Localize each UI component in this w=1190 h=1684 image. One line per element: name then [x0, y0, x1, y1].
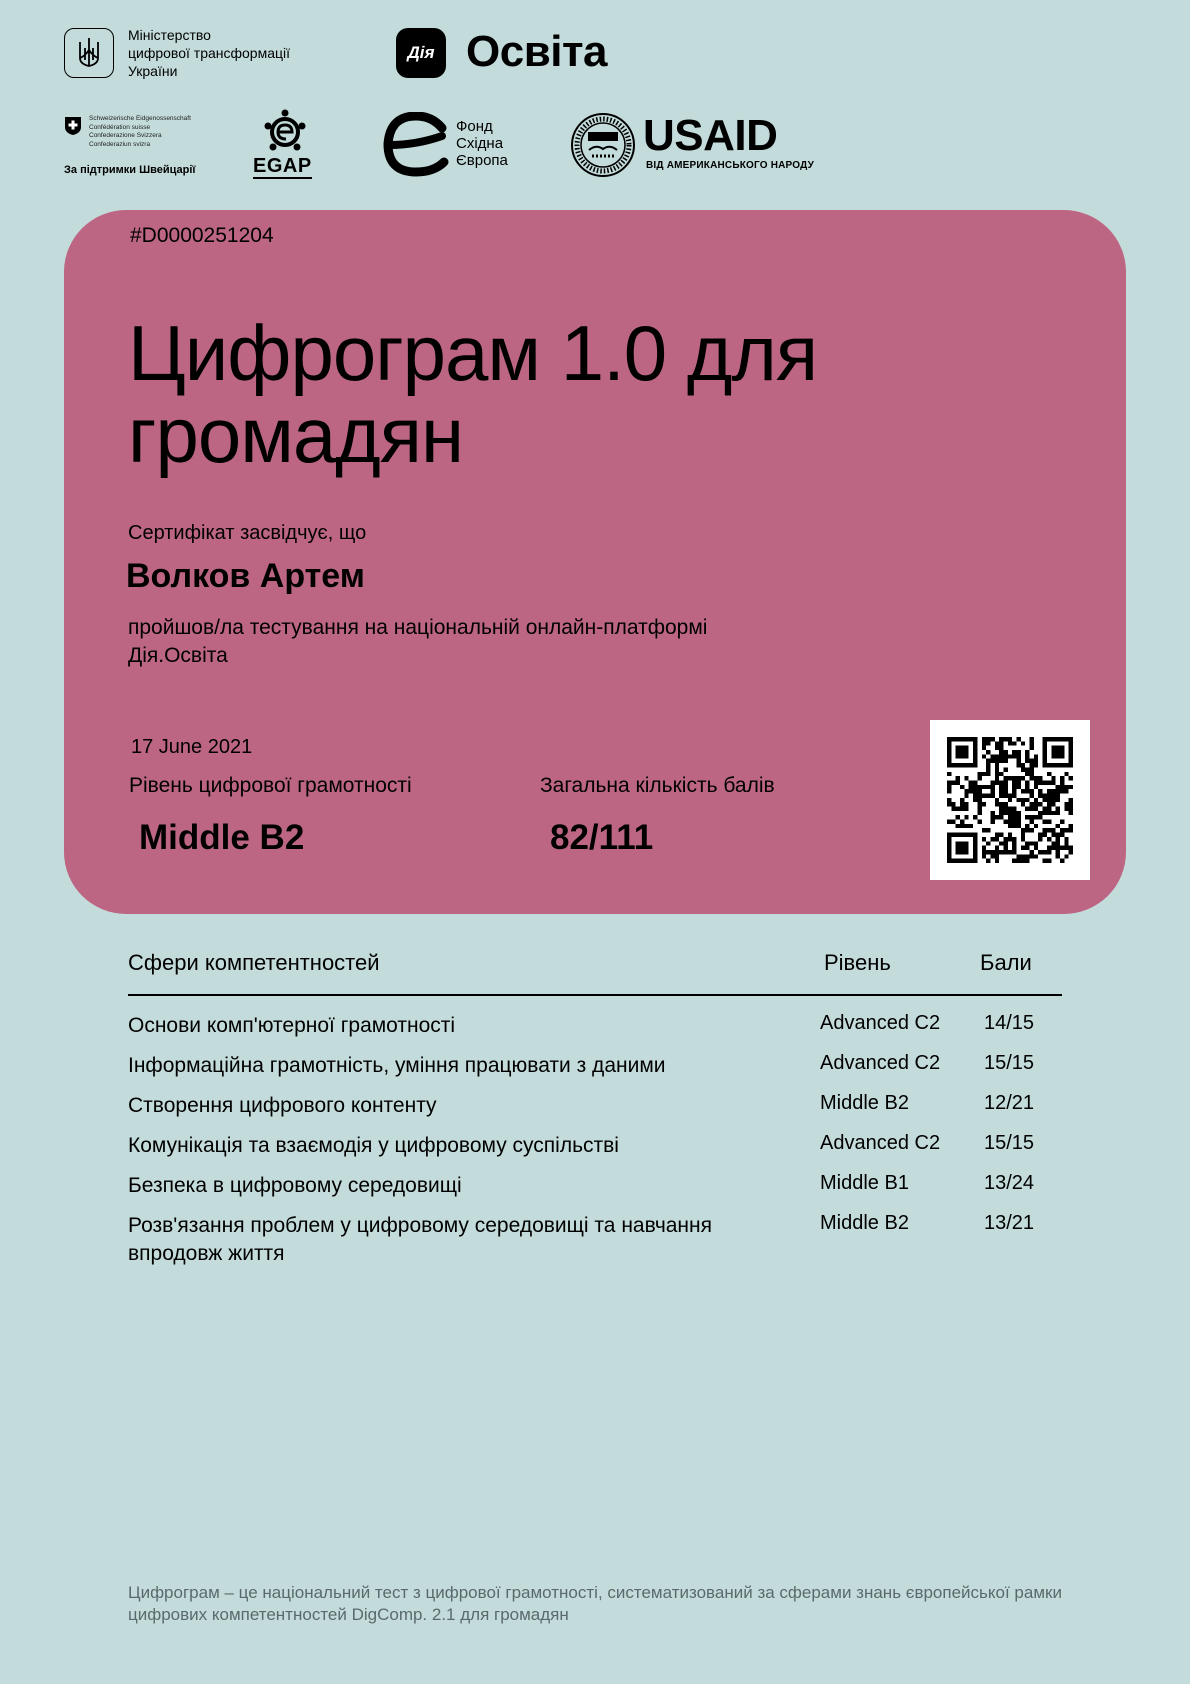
swiss-shield-icon — [64, 116, 82, 136]
passed-text: пройшов/ла тестування на національній онлайн-платформі Дія.Освіта — [128, 616, 708, 667]
ministry-line: цифрової трансформації — [128, 45, 291, 61]
row-score: 13/21 — [984, 1212, 1035, 1234]
row-sphere: Інформаційна грамотність, уміння працювати з даними — [128, 1054, 666, 1077]
swiss-line: Schweizerische Eidgenossenschaft — [89, 115, 191, 122]
score-value: 82/111 — [550, 818, 654, 857]
score-label: Загальна кількість балів — [540, 774, 775, 797]
row-sphere: Створення цифрового контенту — [128, 1094, 437, 1117]
level-value: Middle B2 — [139, 818, 305, 857]
row-sphere: Комунікація та взаємодія у цифровому суспільстві — [128, 1134, 619, 1157]
swiss-confederation-text — [89, 115, 209, 149]
table-divider — [128, 994, 1062, 996]
qr-code-icon — [947, 737, 1073, 863]
swiss-support-text: За підтримки Швейцарії — [64, 164, 196, 176]
diia-logo: Дія — [396, 28, 446, 78]
certificate-title: Цифрограм 1.0 для громадян — [128, 309, 818, 479]
level-label: Рівень цифрової грамотності — [129, 774, 412, 797]
row-level: Middle B2 — [820, 1212, 909, 1234]
certificate-id: #D0000251204 — [130, 224, 274, 247]
row-sphere: Розв'язання проблем у цифровому середовищі та навчання впродовж життя — [128, 1214, 713, 1265]
row-sphere: Основи комп'ютерної грамотності — [128, 1014, 456, 1037]
egap-emblem-icon — [262, 108, 308, 154]
ministry-line: Міністерство — [128, 27, 211, 43]
swiss-line: Confederazione Svizzera — [89, 132, 162, 139]
row-sphere: Безпека в цифровому середовищі — [128, 1174, 462, 1197]
eef-line: Європа — [456, 152, 508, 169]
egap-wordmark: EGAP — [253, 155, 312, 177]
diia-osvita-brand: Освіта — [466, 27, 607, 76]
row-level: Advanced C2 — [820, 1132, 941, 1154]
row-score: 12/21 — [984, 1092, 1035, 1114]
usaid-seal-icon — [570, 112, 636, 178]
table-header-score: Бали — [980, 950, 1032, 975]
usaid-wordmark: USAID — [643, 111, 778, 160]
swiss-line: Confédération suisse — [89, 123, 151, 131]
table-header-level: Рівень — [824, 950, 891, 975]
row-score: 14/15 — [984, 1012, 1035, 1034]
footer-note: Цифрограм – це національний тест з цифрової грамотності, систематизований за сферами знань європейської рамки цифрових компетентностей DigComp. 2.1 для громадян — [128, 1583, 1062, 1624]
ministry-name — [128, 26, 328, 80]
usaid-tagline: ВІД АМЕРИКАНСЬКОГО НАРОДУ — [646, 160, 815, 171]
row-score: 15/15 — [984, 1052, 1035, 1074]
row-level: Middle B2 — [820, 1092, 909, 1114]
eef-line: Східна — [456, 135, 504, 152]
ministry-line: України — [128, 63, 178, 79]
row-level: Middle B1 — [820, 1172, 909, 1194]
row-level: Advanced C2 — [820, 1012, 941, 1034]
row-score: 13/24 — [984, 1172, 1035, 1194]
swiss-line: Confederaziun svizra — [89, 140, 151, 148]
eef-line: Фонд — [456, 118, 493, 135]
recipient-name: Волков Артем — [126, 557, 365, 595]
table-header-sphere: Сфери компетентностей — [128, 950, 380, 975]
eef-name — [456, 118, 508, 169]
ukraine-trident-icon — [64, 28, 114, 78]
attests-text: Сертифікат засвідчує, що — [128, 522, 367, 544]
certificate-date: 17 June 2021 — [131, 736, 253, 758]
eef-logo-icon — [376, 112, 456, 178]
row-score: 15/15 — [984, 1132, 1035, 1154]
row-level: Advanced C2 — [820, 1052, 941, 1074]
